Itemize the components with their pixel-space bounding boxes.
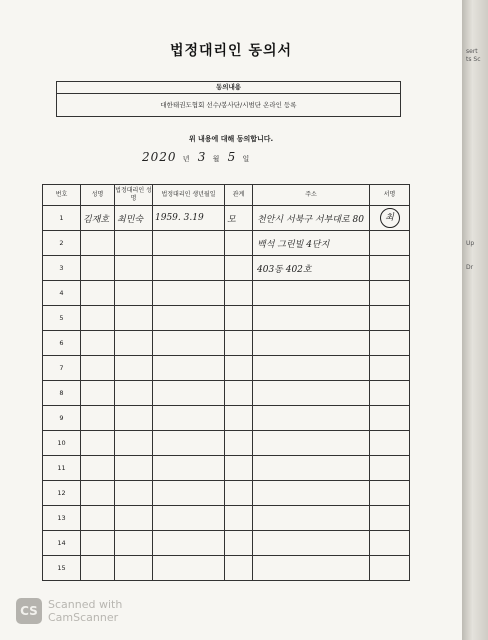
relation-cell	[225, 331, 253, 356]
guardian-name-cell	[115, 456, 153, 481]
consent-body: 대한태권도협회 선수/봉사단/시범단 온라인 등록	[160, 101, 297, 109]
table-row	[43, 556, 410, 581]
guardian-birth-cell	[153, 356, 225, 381]
signature-cell	[370, 281, 410, 306]
table-row	[43, 406, 410, 431]
guardian-birth-cell	[153, 306, 225, 331]
address-cell	[253, 306, 370, 331]
row-number-cell: 1	[43, 206, 81, 231]
guardian-name-cell	[115, 231, 153, 256]
table-row	[43, 356, 410, 381]
student-name-cell	[81, 456, 115, 481]
row-number-cell: 9	[43, 406, 81, 431]
table-row	[43, 431, 410, 456]
signature-cell	[370, 556, 410, 581]
guardian-birth-cell	[153, 456, 225, 481]
relation-cell	[225, 406, 253, 431]
relation-cell	[225, 481, 253, 506]
row-number-cell: 6	[43, 331, 81, 356]
signature-cell	[370, 231, 410, 256]
guardian-birth-cell	[153, 381, 225, 406]
guardian-name-cell	[115, 406, 153, 431]
relation-cell	[225, 556, 253, 581]
header-address: 주소	[253, 185, 370, 206]
address-cell: 천안시 서북구 서부대로 80	[253, 206, 370, 231]
row-number-cell: 4	[43, 281, 81, 306]
table-row	[43, 256, 410, 281]
student-name-cell	[81, 306, 115, 331]
row-number-cell: 14	[43, 531, 81, 556]
camscanner-logo-icon: CS	[16, 598, 42, 624]
row-number-cell: 3	[43, 256, 81, 281]
date-day-unit: 일	[242, 155, 250, 163]
table-row	[43, 306, 410, 331]
guardian-name-cell	[115, 431, 153, 456]
table-row	[43, 506, 410, 531]
watermark-line2: CamScanner	[48, 611, 119, 624]
guardian-birth-cell	[153, 506, 225, 531]
guardian-birth-cell	[153, 406, 225, 431]
address-cell	[253, 556, 370, 581]
date-line	[142, 150, 255, 164]
signature-cell	[370, 456, 410, 481]
header-guardian-name: 법정대리인 성명	[115, 185, 153, 206]
guardian-birth-cell	[153, 331, 225, 356]
document-title: 법정대리인 동의서	[169, 43, 293, 59]
address-cell: 백석 그린빌 4단지	[253, 231, 370, 256]
address-cell	[253, 356, 370, 381]
guardian-birth-cell	[153, 481, 225, 506]
date-month-unit: 월	[212, 155, 220, 163]
relation-cell	[225, 356, 253, 381]
header-guardian-birth: 법정대리인 생년월일	[153, 185, 225, 206]
guardian-name-cell	[115, 381, 153, 406]
guardian-birth-cell	[153, 431, 225, 456]
table-row	[43, 231, 410, 256]
student-name-cell	[81, 331, 115, 356]
relation-cell	[225, 531, 253, 556]
header-signature: 서명	[370, 185, 410, 206]
signature-cell	[370, 206, 410, 231]
student-name-cell	[81, 231, 115, 256]
signature-cell	[370, 531, 410, 556]
edge-text: ts Sc	[466, 56, 481, 63]
table-row	[43, 456, 410, 481]
agree-statement: 위 내용에 대해 동의합니다.	[188, 135, 274, 143]
student-name-cell	[81, 431, 115, 456]
header-no: 번호	[43, 185, 81, 206]
guardian-name-cell	[115, 331, 153, 356]
table-header-row	[43, 185, 410, 206]
guardian-birth-cell: 1959. 3.19	[153, 206, 225, 231]
consent-box	[56, 81, 401, 117]
guardian-birth-cell	[153, 531, 225, 556]
row-number-cell: 12	[43, 481, 81, 506]
signature-cell	[370, 431, 410, 456]
edge-text: Dr	[466, 264, 474, 271]
student-name-cell	[81, 256, 115, 281]
guardian-name-cell	[115, 356, 153, 381]
address-cell	[253, 456, 370, 481]
background-page-edge	[462, 0, 488, 640]
address-cell	[253, 481, 370, 506]
table-row	[43, 281, 410, 306]
row-number-cell: 7	[43, 356, 81, 381]
relation-cell	[225, 256, 253, 281]
edge-text: sert	[466, 48, 478, 55]
signature-cell	[370, 481, 410, 506]
student-name-cell	[81, 531, 115, 556]
table-row	[43, 331, 410, 356]
student-name-cell	[81, 281, 115, 306]
date-year: 2020	[142, 150, 177, 164]
table-row	[43, 206, 410, 231]
table-row	[43, 531, 410, 556]
guardian-birth-cell	[153, 231, 225, 256]
address-cell	[253, 381, 370, 406]
header-relation: 관계	[225, 185, 253, 206]
watermark-line1: Scanned with	[48, 598, 123, 611]
guardian-name-cell	[115, 556, 153, 581]
address-cell: 403동 402호	[253, 256, 370, 281]
date-day: 5	[227, 150, 237, 164]
student-name-cell	[81, 381, 115, 406]
guardian-name-cell	[115, 531, 153, 556]
relation-cell	[225, 431, 253, 456]
student-name-cell	[81, 356, 115, 381]
address-cell	[253, 406, 370, 431]
row-number-cell: 15	[43, 556, 81, 581]
signature-cell	[370, 331, 410, 356]
guardian-name-cell	[115, 256, 153, 281]
address-cell	[253, 506, 370, 531]
guardian-name-cell	[115, 306, 153, 331]
relation-cell	[225, 306, 253, 331]
student-name-cell	[81, 556, 115, 581]
guardian-name-cell: 최민숙	[115, 206, 153, 231]
row-number-cell: 13	[43, 506, 81, 531]
signature-cell	[370, 356, 410, 381]
relation-cell	[225, 506, 253, 531]
guardian-table	[42, 184, 410, 581]
relation-cell: 모	[225, 206, 253, 231]
camscanner-watermark	[16, 598, 122, 624]
table-row	[43, 481, 410, 506]
row-number-cell: 11	[43, 456, 81, 481]
row-number-cell: 8	[43, 381, 81, 406]
guardian-name-cell	[115, 281, 153, 306]
guardian-birth-cell	[153, 256, 225, 281]
consent-header: 동의내용	[57, 82, 400, 94]
guardian-name-cell	[115, 481, 153, 506]
date-year-unit: 년	[182, 155, 190, 163]
signature-cell	[370, 506, 410, 531]
guardian-birth-cell	[153, 556, 225, 581]
address-cell	[253, 331, 370, 356]
relation-cell	[225, 231, 253, 256]
student-name-cell: 김재호	[81, 206, 115, 231]
student-name-cell	[81, 481, 115, 506]
address-cell	[253, 431, 370, 456]
signature-cell	[370, 381, 410, 406]
row-number-cell: 10	[43, 431, 81, 456]
edge-text: Up	[466, 240, 475, 247]
table-row	[43, 381, 410, 406]
student-name-cell	[81, 406, 115, 431]
relation-cell	[225, 281, 253, 306]
student-name-cell	[81, 506, 115, 531]
signature-cell	[370, 306, 410, 331]
address-cell	[253, 281, 370, 306]
signature-mark: 최	[380, 208, 400, 228]
header-name: 성명	[81, 185, 115, 206]
signature-cell	[370, 256, 410, 281]
guardian-name-cell	[115, 506, 153, 531]
address-cell	[253, 531, 370, 556]
row-number-cell: 5	[43, 306, 81, 331]
signature-cell	[370, 406, 410, 431]
relation-cell	[225, 381, 253, 406]
relation-cell	[225, 456, 253, 481]
row-number-cell: 2	[43, 231, 81, 256]
date-month: 3	[197, 150, 207, 164]
guardian-birth-cell	[153, 281, 225, 306]
